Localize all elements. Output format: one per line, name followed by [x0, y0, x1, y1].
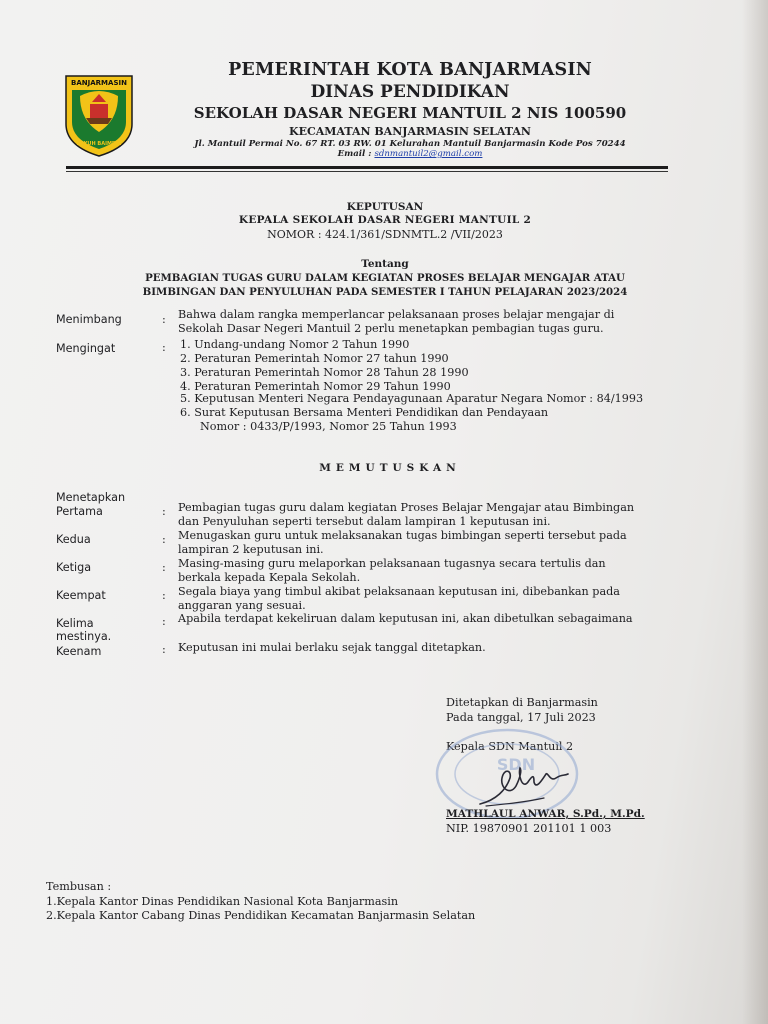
stamp-text: SDN: [496, 755, 536, 774]
ketiga-label: Ketiga: [56, 561, 92, 574]
logo-top-text: BANJARMASIN: [71, 79, 127, 87]
logo-bottom-text: KAYUH BAIMBAI: [76, 141, 122, 147]
pertama-text-2: dan Penyuluhan seperti tersebut dalam lampiran 1 keputusan ini.: [178, 515, 551, 528]
mengingat-item: 1. Undang-undang Nomor 2 Tahun 1990: [180, 338, 410, 351]
menimbang-text-1: Bahwa dalam rangka memperlancar pelaksanaan proses belajar mengajar di: [178, 308, 615, 321]
menimbang-colon: :: [162, 313, 166, 326]
mengingat-item: 5. Keputusan Menteri Negara Pendayagunaan Aparatur Negara Nomor : 84/1993: [180, 392, 644, 405]
letterhead-divider-thin: [66, 171, 668, 172]
email-link[interactable]: sdnmantuil2@gmail.com: [374, 149, 483, 159]
decree-heading: KEPUTUSAN: [346, 201, 424, 213]
mengingat-item-continuation: Nomor : 0433/P/1993, Nomor 25 Tahun 1993: [200, 420, 457, 433]
decree-number: NOMOR : 424.1/361/SDNMTL.2 /VII/2023: [267, 228, 503, 241]
ketiga-text-2: berkala kepada Kepala Sekolah.: [178, 571, 361, 584]
tembusan-label: Tembusan :: [46, 880, 112, 893]
letterhead-government: PEMERINTAH KOTA BANJARMASIN: [228, 60, 592, 80]
keempat-text-2: anggaran yang sesuai.: [178, 599, 306, 612]
mengingat-item: 2. Peraturan Pemerintah Nomor 27 tahun 1990: [180, 352, 449, 365]
letterhead-school: SEKOLAH DASAR NEGERI MANTUIL 2 NIS 100590: [193, 104, 627, 122]
signatory-nip: NIP. 19870901 201101 1 003: [446, 822, 612, 835]
kelima-colon: :: [162, 615, 166, 628]
pertama-colon: :: [162, 505, 166, 518]
decree-issuer: KEPALA SEKOLAH DASAR NEGERI MANTUIL 2: [238, 214, 532, 226]
letterhead-address: Jl. Mantuil Permai No. 67 RT. 03 RW. 01 Kelurahan Mantuil Banjarmasin Kode Pos 70244: [194, 139, 626, 149]
handwritten-signature-icon: [476, 760, 576, 810]
keenam-colon: :: [162, 643, 166, 656]
mengingat-item: 6. Surat Keputusan Bersama Menteri Pendidikan dan Pendayaan: [180, 406, 549, 419]
memutuskan-heading: MEMUTUSKAN: [319, 462, 461, 474]
banjarmasin-coat-of-arms-logo: [62, 72, 136, 158]
pertama-label: Pertama: [56, 505, 103, 518]
ketiga-colon: :: [162, 561, 166, 574]
keempat-text-1: Segala biaya yang timbul akibat pelaksanaan keputusan ini, dibebankan pada: [178, 585, 620, 598]
letterhead-department: DINAS PENDIDIKAN: [310, 82, 510, 102]
mengingat-label: Mengingat: [56, 342, 116, 355]
letterhead-district: KECAMATAN BANJARMASIN SELATAN: [289, 125, 531, 138]
menetapkan-label: Menetapkan: [56, 491, 126, 504]
pertama-text-1: Pembagian tugas guru dalam kegiatan Proses Belajar Mengajar atau Bimbingan: [178, 501, 635, 514]
kelima-label: Kelima: [56, 617, 94, 630]
letterhead: [150, 60, 670, 159]
kedua-text-2: lampiran 2 keputusan ini.: [178, 543, 324, 556]
signatory-name: MATHLAUL ANWAR, S.Pd., M.Pd.: [446, 808, 645, 820]
keenam-label: Keenam: [56, 645, 102, 658]
keempat-colon: :: [162, 589, 166, 602]
ketiga-text-1: Masing-masing guru melaporkan pelaksanaan tugasnya secara tertulis dan: [178, 557, 606, 570]
tembusan-item: 2.Kepala Kantor Cabang Dinas Pendidikan Kecamatan Banjarmasin Selatan: [46, 909, 476, 922]
letterhead-divider-thick: [66, 166, 668, 169]
menimbang-text-2: Sekolah Dasar Negeri Mantuil 2 perlu menetapkan pembagian tugas guru.: [178, 322, 604, 335]
signature-date: Pada tanggal, 17 Juli 2023: [446, 711, 596, 724]
kedua-colon: :: [162, 533, 166, 546]
kedua-label: Kedua: [56, 533, 91, 546]
decree-subject-line-1: PEMBAGIAN TUGAS GURU DALAM KEGIATAN PROSES BELAJAR MENGAJAR ATAU: [145, 272, 625, 284]
mengingat-colon: :: [162, 341, 166, 354]
letterhead-email-line: [150, 149, 670, 159]
signature-place: Ditetapkan di Banjarmasin: [446, 696, 598, 709]
decree-subject-line-2: BIMBINGAN DAN PENYULUHAN PADA SEMESTER I TAHUN PELAJARAN 2023/2024: [142, 286, 628, 298]
mengingat-item: 3. Peraturan Pemerintah Nomor 28 Tahun 28 1990: [180, 366, 469, 379]
tembusan-item: 1.Kepala Kantor Dinas Pendidikan Nasional Kota Banjarmasin: [46, 895, 399, 908]
keempat-label: Keempat: [56, 589, 106, 602]
about-label: Tentang: [361, 258, 409, 270]
mengingat-item: 4. Peraturan Pemerintah Nomor 29 Tahun 1990: [180, 380, 451, 393]
kelima-continuation: mestinya.: [56, 630, 112, 643]
email-label: Email :: [337, 149, 372, 159]
kelima-text-1: Apabila terdapat kekeliruan dalam keputusan ini, akan dibetulkan sebagaimana: [178, 612, 633, 625]
menimbang-label: Menimbang: [56, 313, 122, 326]
signature-position: Kepala SDN Mantuil 2: [446, 740, 574, 753]
kedua-text-1: Menugaskan guru untuk melaksanakan tugas bimbingan seperti tersebut pada: [178, 529, 627, 542]
keenam-text-1: Keputusan ini mulai berlaku sejak tanggal ditetapkan.: [178, 641, 486, 654]
